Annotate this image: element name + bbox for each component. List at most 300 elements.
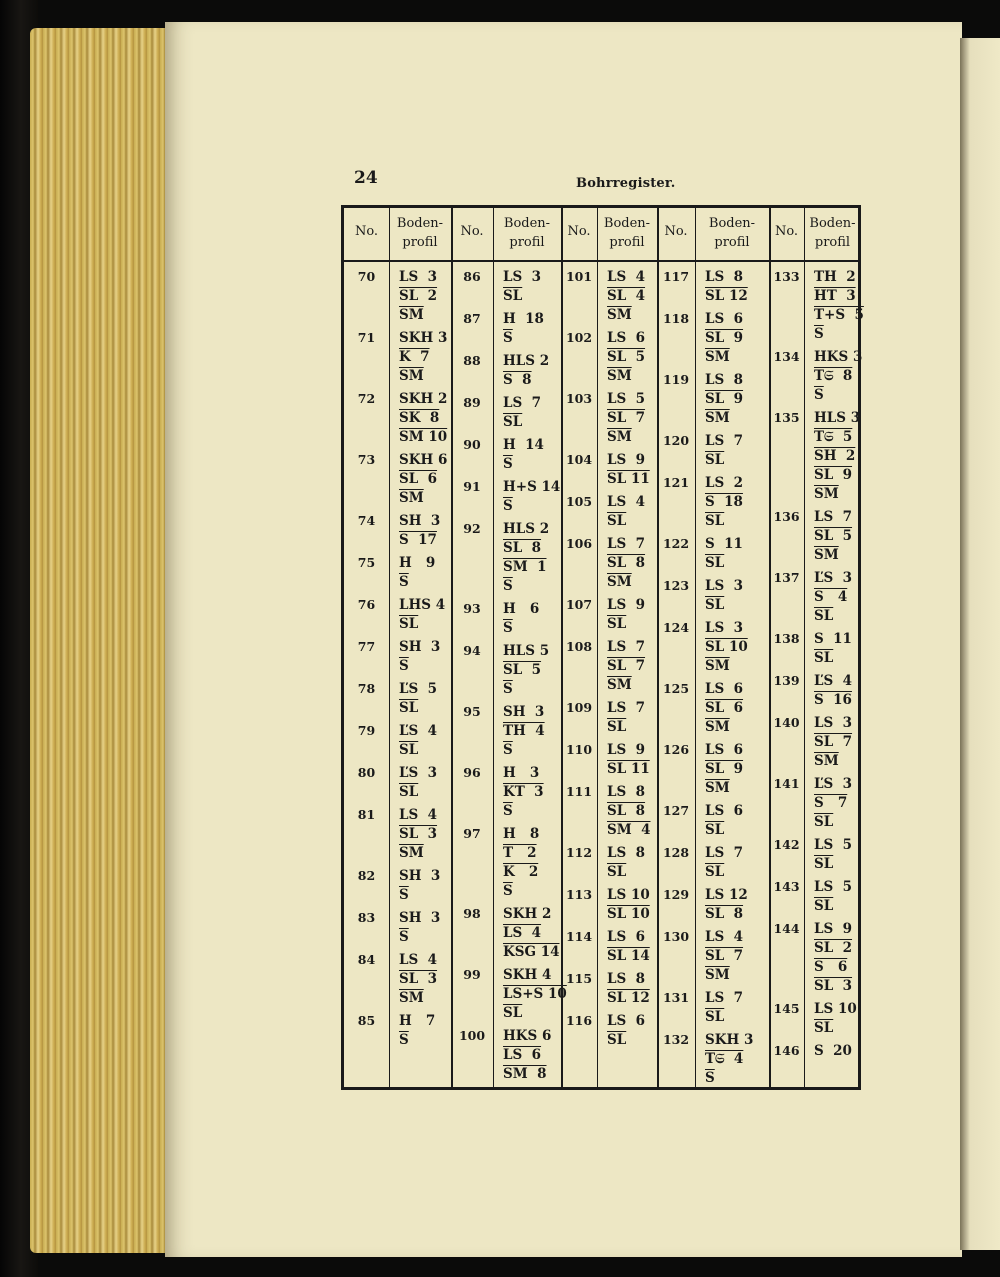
entry-number: 76: [357, 597, 376, 612]
profile-layer: SL 8: [607, 803, 646, 819]
profile-layer: $\overline{SL}$: [705, 597, 725, 613]
profile-layer: $\overline{SM}$: [705, 410, 730, 426]
profile-layer: $\overline{S}$: [399, 1032, 409, 1048]
profile-layer: T𝔖 8: [814, 368, 853, 384]
header-no: No.: [354, 224, 379, 239]
entry-number: 116: [565, 1013, 593, 1028]
soil-profile: [705, 886, 748, 924]
profile-layer: HLS 3: [814, 410, 861, 426]
soil-profile: [814, 672, 852, 710]
profile-layer: T𝔖 5: [814, 429, 853, 445]
soil-profile: [814, 775, 852, 832]
entry-number: 106: [565, 536, 593, 551]
entry-number: 86: [463, 269, 481, 284]
soil-profile: [503, 703, 545, 760]
entry-number: 108: [565, 639, 593, 654]
soil-profile: [607, 329, 645, 386]
entry-number: 118: [662, 311, 690, 326]
soil-profile: [705, 680, 743, 737]
profile-layer: LS 8: [607, 845, 646, 861]
profile-layer: LS 6: [607, 929, 646, 945]
soil-profile: [503, 825, 539, 901]
profile-layer: T𝔖 4: [705, 1051, 744, 1067]
entry-number: 71: [357, 330, 376, 345]
entry-number: 140: [773, 715, 800, 730]
profile-layer: HKS 6: [503, 1028, 552, 1044]
entry-number: 128: [662, 845, 690, 860]
entry-number: 111: [565, 784, 593, 799]
profile-layer: SL 3: [399, 826, 438, 842]
soil-profile: [399, 909, 440, 947]
profile-layer: LS 7: [503, 395, 542, 411]
profile-layer: KSG 14: [503, 944, 560, 960]
entry-number: 143: [773, 879, 800, 894]
entry-number: 90: [463, 437, 481, 452]
profile-layer: LS 3: [705, 620, 744, 636]
soil-profile: [503, 436, 544, 474]
profile-layer: $\overline{S}$: [705, 1070, 715, 1086]
profile-layer: LS 4: [399, 807, 438, 823]
soil-profile: [814, 409, 860, 504]
profile-layer: SL 12: [705, 288, 748, 304]
soil-profile: [399, 512, 440, 550]
profile-layer: HLS 5: [503, 643, 550, 659]
profile-layer: $\overline{SM}$: [399, 307, 424, 323]
profile-layer: $\overline{SL}$: [814, 814, 834, 830]
entry-number: 83: [357, 910, 376, 925]
soil-profile: [705, 619, 748, 676]
header-no: No.: [774, 224, 799, 239]
profile-layer: SKH 2: [399, 391, 448, 407]
profile-layer: SH 3: [399, 513, 441, 529]
entry-number: 130: [662, 929, 690, 944]
profile-layer: $\overline{S}$: [814, 387, 824, 403]
soil-profile: [503, 478, 560, 516]
entry-number: 142: [773, 837, 800, 852]
profile-layer: S 6: [814, 959, 848, 975]
profile-layer: SM 1: [503, 559, 547, 575]
profile-layer: HLS 2: [503, 521, 550, 537]
profile-layer: SL 10: [705, 639, 748, 655]
entry-number: 107: [565, 597, 593, 612]
soil-profile: [705, 268, 748, 306]
profile-layer: H 8: [503, 826, 540, 842]
profile-layer: SKH 3: [399, 330, 448, 346]
profile-layer: $\overline{SL}$: [705, 513, 725, 529]
entry-number: 124: [662, 620, 690, 635]
entry-number: 133: [773, 269, 800, 284]
profile-layer: $\overline{SM}$: [705, 349, 730, 365]
profile-layer: $\overline{SL}$: [607, 616, 627, 632]
profile-layer: ĽS 5: [399, 681, 438, 697]
entry-number: 103: [565, 391, 593, 406]
profile-layer: SL 9: [705, 330, 744, 346]
soil-profile: [705, 741, 743, 798]
header-rule: [344, 260, 858, 262]
entry-number: 125: [662, 681, 690, 696]
soil-profile: [399, 806, 437, 863]
profile-layer: SL 7: [705, 948, 744, 964]
profile-layer: S 16: [814, 692, 852, 708]
entry-number: 120: [662, 433, 690, 448]
profile-layer: LS 5: [814, 837, 853, 853]
profile-layer: S 20: [814, 1043, 852, 1059]
profile-layer: S 7: [814, 795, 848, 811]
profile-layer: $\overline{SM}$: [607, 574, 632, 590]
profile-layer: $\overline{SM}$: [607, 429, 632, 445]
profile-layer: SL 7: [814, 734, 853, 750]
profile-layer: S 4: [814, 589, 848, 605]
entry-number: 127: [662, 803, 690, 818]
header-no: No.: [460, 224, 484, 239]
soil-profile: [814, 630, 852, 668]
profile-layer: S 11: [814, 631, 852, 647]
soil-profile: [399, 951, 437, 1008]
soil-profile: [607, 928, 650, 966]
profile-layer: $\overline{SL}$: [705, 1009, 725, 1025]
profile-layer: LS 3: [705, 578, 744, 594]
entry-number: 113: [565, 887, 593, 902]
profile-layer: $\overline{S}$: [503, 456, 513, 472]
entry-number: 121: [662, 475, 690, 490]
profile-layer: $\overline{SM}$: [814, 547, 839, 563]
entry-number: 98: [463, 906, 481, 921]
profile-layer: $\overline{SL}$: [503, 1005, 523, 1021]
entry-number: 77: [357, 639, 376, 654]
entry-number: 101: [565, 269, 593, 284]
entry-number: 75: [357, 555, 376, 570]
profile-layer: SKH 3: [705, 1032, 754, 1048]
soil-profile: [814, 714, 852, 771]
header-no: No.: [664, 224, 688, 239]
profile-layer: $\overline{SL}$: [607, 864, 627, 880]
profile-layer: $\overline{SL}$: [399, 700, 419, 716]
profile-layer: $\overline{SL}$: [814, 608, 834, 624]
profile-layer: LS 4: [607, 269, 646, 285]
profile-layer: SH 3: [399, 868, 441, 884]
soil-profile: [607, 741, 650, 779]
profile-layer: SM 8: [503, 1066, 547, 1082]
entry-number: 72: [357, 391, 376, 406]
soil-profile: [399, 554, 435, 592]
profile-layer: T 2: [503, 845, 537, 861]
profile-layer: SKH 4: [503, 967, 552, 983]
soil-profile: [399, 764, 437, 802]
soil-profile: [503, 966, 567, 1023]
bohrregister-table: [341, 205, 864, 1090]
soil-profile: [399, 680, 437, 718]
profile-layer: HT 3: [814, 288, 856, 304]
profile-layer: HKS 3: [814, 349, 863, 365]
profile-layer: SL 7: [607, 410, 646, 426]
profile-layer: TH 2: [814, 269, 856, 285]
soil-profile: [607, 970, 650, 1008]
entry-number: 79: [357, 723, 376, 738]
entry-number: 144: [773, 921, 800, 936]
profile-layer: H+S 14: [503, 479, 561, 495]
profile-layer: SL 10: [607, 906, 650, 922]
entry-number: 93: [463, 601, 481, 616]
profile-layer: $\overline{SL}$: [607, 1032, 627, 1048]
profile-layer: $\overline{S}$: [399, 887, 409, 903]
profile-layer: $\overline{SM}$: [607, 677, 632, 693]
entry-number: 70: [357, 269, 376, 284]
soil-profile: [607, 493, 645, 531]
entry-number: 138: [773, 631, 800, 646]
soil-profile: [814, 569, 852, 626]
entry-number: 88: [463, 353, 481, 368]
profile-layer: $\overline{SL}$: [399, 616, 419, 632]
profile-layer: $\overline{SM}$: [399, 990, 424, 1006]
profile-layer: $\overline{SM}$: [399, 490, 424, 506]
entry-number: 123: [662, 578, 690, 593]
soil-profile: [814, 348, 862, 405]
profile-layer: T+S 5: [814, 307, 864, 323]
profile-layer: K 2: [503, 864, 539, 880]
profile-layer: LS 7: [607, 536, 646, 552]
entry-number: 137: [773, 570, 800, 585]
soil-profile: [607, 886, 650, 924]
soil-profile: [705, 371, 743, 428]
profile-layer: $\overline{SM}$: [705, 719, 730, 735]
profile-layer: $\overline{S}$: [503, 681, 513, 697]
entry-number: 92: [463, 521, 481, 536]
profile-layer: SL 9: [705, 761, 744, 777]
soil-profile: [814, 1042, 852, 1061]
profile-layer: LS 6: [607, 1013, 646, 1029]
profile-layer: LS 10: [814, 1001, 857, 1017]
profile-layer: $\overline{SL}$: [814, 650, 834, 666]
soil-profile: [607, 596, 645, 634]
profile-layer: LS 8: [705, 372, 744, 388]
profile-layer: $\overline{SL}$: [814, 898, 834, 914]
profile-layer: SK 8: [399, 410, 440, 426]
entry-number: 73: [357, 452, 376, 467]
entry-number: 82: [357, 868, 376, 883]
profile-layer: $\overline{S}$: [503, 330, 513, 346]
profile-layer: $\overline{SL}$: [705, 555, 725, 571]
profile-layer: LS 7: [705, 990, 744, 1006]
profile-layer: $\overline{SM}$: [607, 307, 632, 323]
entry-number: 74: [357, 513, 376, 528]
profile-layer: SL 3: [814, 978, 853, 994]
profile-layer: ĽS 3: [399, 765, 438, 781]
soil-profile: [503, 905, 560, 962]
column-divider: [493, 208, 494, 1087]
profile-layer: $\overline{SL}$: [503, 414, 523, 430]
entry-number: 141: [773, 776, 800, 791]
profile-layer: $\overline{SL}$: [705, 452, 725, 468]
column-divider: [389, 208, 390, 1087]
entry-number: 139: [773, 673, 800, 688]
entry-number: 134: [773, 349, 800, 364]
profile-layer: SH 3: [503, 704, 545, 720]
entry-number: 122: [662, 536, 690, 551]
profile-layer: SM 4: [607, 822, 651, 838]
soil-profile: [814, 836, 852, 874]
profile-layer: SL 2: [814, 940, 853, 956]
profile-layer: $\overline{SL}$: [814, 856, 834, 872]
profile-layer: LS 4: [705, 929, 744, 945]
entry-number: 91: [463, 479, 481, 494]
soil-profile: [607, 638, 645, 695]
soil-profile: [503, 764, 544, 821]
profile-layer: LS 6: [503, 1047, 542, 1063]
profile-layer: LS 8: [705, 269, 744, 285]
profile-layer: LS 9: [607, 742, 646, 758]
soil-profile: [399, 268, 437, 325]
profile-layer: LS 12: [705, 887, 748, 903]
soil-profile: [705, 802, 743, 840]
profile-layer: KT 3: [503, 784, 544, 800]
profile-layer: LS 3: [814, 715, 853, 731]
profile-layer: $\overline{S}$: [503, 620, 513, 636]
profile-layer: LS 7: [607, 700, 646, 716]
profile-layer: $\overline{S}$: [399, 929, 409, 945]
entry-number: 84: [357, 952, 376, 967]
profile-layer: $\overline{S}$: [814, 326, 824, 342]
entry-number: 99: [463, 967, 481, 982]
entry-number: 136: [773, 509, 800, 524]
profile-layer: LS 3: [399, 269, 438, 285]
soil-profile: [705, 535, 743, 573]
soil-profile: [399, 390, 447, 447]
profile-layer: SH 2: [814, 448, 856, 464]
soil-profile: [607, 268, 645, 325]
soil-profile: [607, 390, 645, 447]
soil-profile: [705, 474, 743, 531]
profile-layer: $\overline{SM}$: [814, 486, 839, 502]
profile-layer: LS 9: [607, 452, 646, 468]
soil-profile: [399, 596, 445, 634]
profile-layer: $\overline{SL}$: [399, 784, 419, 800]
entry-number: 80: [357, 765, 376, 780]
profile-layer: $\overline{S}$: [503, 803, 513, 819]
profile-layer: SL 5: [503, 662, 542, 678]
group-divider: [657, 208, 659, 1087]
profile-layer: SL 8: [503, 540, 542, 556]
profile-layer: $\overline{SM}$: [705, 780, 730, 796]
entry-number: 85: [357, 1013, 376, 1028]
profile-layer: $\overline{SM}$: [399, 845, 424, 861]
profile-layer: SL 5: [607, 349, 646, 365]
soil-profile: [399, 638, 440, 676]
profile-layer: $\overline{SM}$: [705, 658, 730, 674]
soil-profile: [814, 268, 864, 344]
entry-number: 132: [662, 1032, 690, 1047]
soil-profile: [607, 844, 645, 882]
profile-layer: H 3: [503, 765, 540, 781]
profile-layer: SL 14: [607, 948, 650, 964]
entry-number: 145: [773, 1001, 800, 1016]
profile-layer: $\overline{SL}$: [814, 1020, 834, 1036]
column-divider: [695, 208, 696, 1087]
profile-layer: LS 8: [607, 784, 646, 800]
profile-layer: $\overline{SM}$: [814, 753, 839, 769]
header-no: No.: [567, 224, 591, 239]
profile-layer: LS 9: [814, 921, 853, 937]
profile-layer: SL 11: [607, 761, 650, 777]
profile-layer: LS 6: [705, 803, 744, 819]
entry-number: 109: [565, 700, 593, 715]
entry-number: 94: [463, 643, 481, 658]
soil-profile: [503, 394, 541, 432]
header-bodenprofil: Boden- profil: [809, 216, 856, 250]
profile-layer: LS+S 10: [503, 986, 567, 1002]
profile-layer: ĽS 3: [814, 570, 853, 586]
soil-profile: [503, 520, 549, 596]
soil-profile: [503, 600, 539, 638]
header-bodenprofil: Boden- profil: [603, 216, 651, 250]
soil-profile: [814, 920, 852, 996]
entry-number: 96: [463, 765, 481, 780]
profile-layer: LS 7: [705, 845, 744, 861]
profile-layer: SM 10: [399, 429, 448, 445]
entry-number: 112: [565, 845, 593, 860]
entry-number: 135: [773, 410, 800, 425]
profile-layer: $\overline{S}$: [503, 883, 513, 899]
entry-number: 81: [357, 807, 376, 822]
soil-profile: [503, 1027, 551, 1084]
profile-layer: $\overline{SL}$: [705, 822, 725, 838]
profile-layer: HLS 2: [503, 353, 550, 369]
facing-page-edge: [960, 38, 1000, 1250]
entry-number: 117: [662, 269, 690, 284]
profile-layer: S 18: [705, 494, 743, 510]
profile-layer: SL 2: [399, 288, 438, 304]
profile-layer: $\overline{S}$: [399, 574, 409, 590]
profile-layer: LS 6: [705, 742, 744, 758]
profile-layer: H 6: [503, 601, 540, 617]
soil-profile: [607, 1012, 645, 1050]
profile-layer: H 14: [503, 437, 544, 453]
profile-layer: S 17: [399, 532, 437, 548]
profile-layer: TH 4: [503, 723, 545, 739]
profile-layer: $\overline{SL}$: [607, 719, 627, 735]
soil-profile: [399, 329, 447, 386]
entry-number: 87: [463, 311, 481, 326]
profile-layer: $\overline{S}$: [503, 742, 513, 758]
group-divider: [769, 208, 771, 1087]
entry-number: 104: [565, 452, 593, 467]
soil-profile: [503, 268, 541, 306]
profile-layer: LS 7: [705, 433, 744, 449]
entry-number: 110: [565, 742, 593, 757]
soil-profile: [607, 535, 645, 592]
profile-layer: SL 11: [607, 471, 650, 487]
soil-profile: [607, 451, 650, 489]
profile-layer: SH 3: [399, 910, 441, 926]
profile-layer: SL 8: [607, 555, 646, 571]
profile-layer: LS 7: [814, 509, 853, 525]
profile-layer: LS 7: [607, 639, 646, 655]
soil-profile: [705, 989, 743, 1027]
entry-number: 78: [357, 681, 376, 696]
profile-layer: LS 5: [814, 879, 853, 895]
entry-number: 89: [463, 395, 481, 410]
profile-layer: $\overline{SM}$: [399, 368, 424, 384]
soil-profile: [503, 642, 549, 699]
profile-layer: LS 10: [607, 887, 650, 903]
profile-layer: SL 6: [399, 471, 438, 487]
entry-number: 119: [662, 372, 690, 387]
soil-profile: [705, 432, 743, 470]
profile-layer: $\overline{SL}$: [399, 742, 419, 758]
soil-profile: [814, 878, 852, 916]
profile-layer: S 11: [705, 536, 743, 552]
entry-number: 115: [565, 971, 593, 986]
entry-number: 146: [773, 1043, 800, 1058]
